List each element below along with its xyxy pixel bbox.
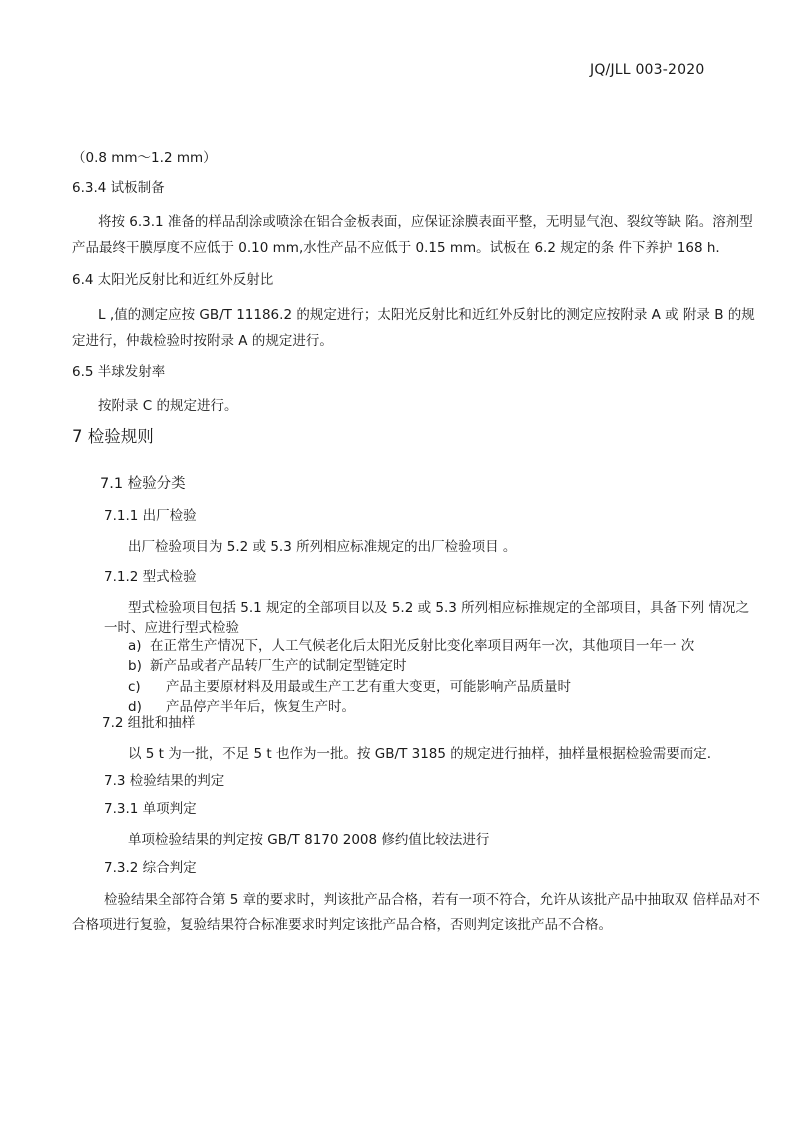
- section-7-1-2-heading: 7.1.2 型式检验: [104, 569, 197, 585]
- paragraph-line: 按附录 C 的规定进行。: [98, 398, 238, 414]
- paragraph-line: 产品最终干膜厚度不应低于 0.10 mm,水性产品不应低于 0.15 mm。试板在 6.2 规定的条 件下养护 168 h.: [72, 240, 720, 256]
- list-marker: a): [128, 638, 142, 654]
- paragraph-line: 定进行，仲裁检验时按附录 A 的规定进行。: [72, 333, 333, 349]
- section-7-3-2-heading: 7.3.2 综合判定: [104, 860, 197, 876]
- list-marker: d): [128, 699, 142, 715]
- list-text: 新产品或者产品转厂生产的试制定型链定时: [150, 658, 407, 674]
- section-7-3-heading: 7.3 检验结果的判定: [104, 773, 225, 789]
- paragraph-line: 检验结果全部符合第 5 章的要求时，判该批产品合格，若有一项不符合，允许从该批产品中抽取双 倍样品对不: [104, 892, 760, 908]
- chapter-7-heading: 7 检验规则: [72, 427, 154, 446]
- list-item: [128, 656, 407, 676]
- paragraph-line: 一时、应进行型式检验: [104, 620, 239, 636]
- paragraph-line: 出厂检验项目为 5.2 或 5.3 所列相应标准规定的出厂检验项目 。: [128, 539, 517, 555]
- paragraph-line: 以 5 t 为一批，不足 5 t 也作为一批。按 GB/T 3185 的规定进行抽样，抽样量根据检验需要而定.: [128, 746, 712, 762]
- list-text: 产品停产半年后，恢复生产时。: [166, 699, 355, 715]
- paragraph-line: 将按 6.3.1 准备的样品刮涂或喷涂在铝合金板表面，应保证涂膜表面平整，无明显气泡、裂纹等缺 陷。溶剂型: [98, 214, 753, 230]
- list-text: 在正常生产情况下，人工气候老化后太阳光反射比变化率项目两年一次，其他项目一年一 次: [150, 638, 695, 654]
- list-marker: c): [128, 679, 141, 695]
- section-7-1-heading: 7.1 检验分类: [100, 476, 186, 492]
- list-item: [128, 677, 571, 697]
- range-text: （0.8 mm～1.2 mm）: [72, 150, 217, 166]
- section-7-3-1-heading: 7.3.1 单项判定: [104, 801, 197, 817]
- section-7-1-1-heading: 7.1.1 出厂检验: [104, 508, 197, 524]
- list-item: [128, 636, 694, 656]
- section-7-2-heading: 7.2 组批和抽样: [102, 715, 196, 731]
- document-code: JQ/JLL 003-2020: [590, 62, 705, 78]
- paragraph-line: 单项检验结果的判定按 GB/T 8170 2008 修约值比较法进行: [128, 832, 490, 848]
- paragraph-line: 型式检验项目包括 5.1 规定的全部项目以及 5.2 或 5.3 所列相应标推规定的全部项目，具备下列 情况之: [128, 600, 749, 616]
- section-6-5-heading: 6.5 半球发射率: [72, 364, 166, 380]
- section-6-3-4-heading: 6.3.4 试板制备: [72, 180, 165, 196]
- section-6-4-heading: 6.4 太阳光反射比和近红外反射比: [72, 272, 274, 288]
- list-text: 产品主要原材料及用最或生产工艺有重大变更，可能影响产品质量时: [166, 679, 571, 695]
- paragraph-line: 合格项进行复验，复验结果符合标准要求时判定该批产品合格，否则判定该批产品不合格。: [72, 917, 612, 933]
- paragraph-line: L ,值的测定应按 GB/T 11186.2 的规定进行；太阳光反射比和近红外反射比的测定应按附录 A 或 附录 B 的规: [98, 307, 755, 323]
- list-marker: b): [128, 658, 142, 674]
